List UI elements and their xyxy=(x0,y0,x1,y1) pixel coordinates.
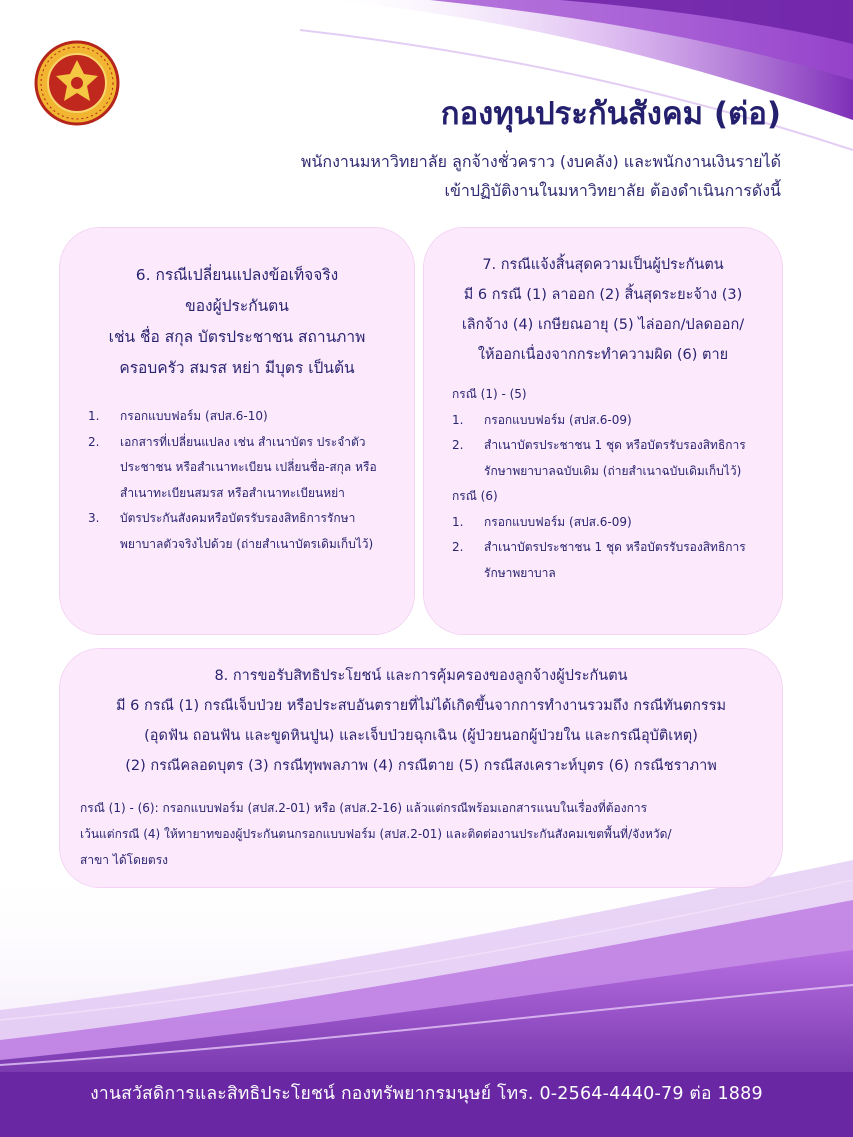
case-label: กรณี (1) - (5) xyxy=(452,387,527,401)
list-number: 1. xyxy=(452,514,464,529)
section-8-heading xyxy=(60,649,782,781)
page-subtitle xyxy=(301,147,781,205)
list-item xyxy=(452,535,764,586)
page-title: กองทุนประกันสังคม (ต่อ) xyxy=(440,96,781,132)
list-number: 1. xyxy=(88,409,100,423)
list-item xyxy=(452,510,764,536)
section-7-body xyxy=(424,370,782,586)
section-8-note xyxy=(60,781,782,873)
list-text: กรอกแบบฟอร์ม (สปส.6-10) xyxy=(120,409,268,423)
heading-line: 6. กรณีเปลี่ยนแปลงข้อเท็จจริง xyxy=(135,266,339,284)
subtitle-line: เข้าปฏิบัติงานในมหาวิทยาลัย ต้องดำเนินการดังนี้ xyxy=(444,181,781,200)
section-6-card xyxy=(60,228,414,634)
list-text: กรอกแบบฟอร์ม (สปส.6-09) xyxy=(484,514,632,529)
heading-line: ให้ออกเนื่องจากกระทำความผิด (6) ตาย xyxy=(477,347,729,363)
case-label: กรณี (6) xyxy=(452,489,498,503)
list-text: สำเนาบัตรประชาชน 1 ชุด หรือบัตรรับรองสิทธิการรักษาพยาบาลฉบับเดิม (ถ่ายสำเนาฉบับเดิมเก็บไว้) xyxy=(484,438,746,478)
list-item xyxy=(88,430,394,507)
heading-line: เลิกจ้าง (4) เกษียณอายุ (5) ไล่ออก/ปลดออก/ xyxy=(461,317,745,333)
list-number: 1. xyxy=(452,412,464,427)
heading-line: เช่น ชื่อ สกุล บัตรประชาชน สถานภาพ xyxy=(108,328,366,346)
heading-line: ครอบครัว สมรส หย่า มีบุตร เป็นต้น xyxy=(119,359,355,377)
section-6-heading xyxy=(60,228,414,384)
list-number: 3. xyxy=(88,511,100,525)
list-text: บัตรประกันสังคมหรือบัตรรับรองสิทธิการรักษาพยาบาลตัวจริงไปด้วย (ถ่ายสำเนาบัตรเดิมเก็บไว้) xyxy=(120,511,374,551)
list-item xyxy=(88,506,394,557)
list-item xyxy=(88,404,394,430)
list-number: 2. xyxy=(452,540,464,554)
case-b-list xyxy=(452,510,764,587)
subtitle-line: พนักงานมหาวิทยาลัย ลูกจ้างชั่วคราว (งบคลัง) และพนักงานเงินรายได้ xyxy=(300,152,781,171)
section-6-list xyxy=(60,384,414,557)
heading-line: (อุดฟัน ถอนฟัน และขูดหินปูน) และเจ็บป่วยฉุกเฉิน (ผู้ป่วยนอกผู้ป่วยใน และกรณีอุบัติเหตุ) xyxy=(144,728,698,744)
list-text: สำเนาบัตรประชาชน 1 ชุด หรือบัตรรับรองสิทธิการรักษาพยาบาล xyxy=(484,540,746,580)
note-line: เว้นแต่กรณี (4) ให้ทายาทของผู้ประกันตนกรอกแบบฟอร์ม (สปส.2-01) และติดต่องานประกันสังคมเขตพื้นที่/จังหวัด/ xyxy=(80,827,672,841)
university-seal-icon xyxy=(34,40,120,126)
section-7-heading xyxy=(424,228,782,370)
list-item xyxy=(452,408,764,434)
section-7-card xyxy=(424,228,782,634)
note-line: กรณี (1) - (6): กรอกแบบฟอร์ม (สปส.2-01) หรือ (สปส.2-16) แล้วแต่กรณีพร้อมเอกสารแนบในเรื่องที่ต้องการ xyxy=(80,801,648,815)
heading-line: (2) กรณีคลอดบุตร (3) กรณีทุพพลภาพ (4) กรณีตาย (5) กรณีสงเคราะห์บุตร (6) กรณีชราภาพ xyxy=(125,758,717,774)
list-number: 2. xyxy=(452,438,464,452)
list-text: เอกสารที่เปลี่ยนแปลง เช่น สำเนาบัตร ประจำตัว ประชาชน หรือสำเนาทะเบียน เปลี่ยนชื่อ-สกุล หรือสำเนาทะเบียนสมรส หรือสำเนาทะเบียนหย่า xyxy=(120,434,377,500)
section-8-card xyxy=(60,649,782,887)
list-item xyxy=(452,433,764,484)
list-text: กรอกแบบฟอร์ม (สปส.6-09) xyxy=(484,412,632,427)
case-a-list xyxy=(452,408,764,485)
heading-line: 8. การขอรับสิทธิประโยชน์ และการคุ้มครองของลูกจ้างผู้ประกันตน xyxy=(214,668,628,684)
footer-contact: งานสวัสดิการและสิทธิประโยชน์ กองทรัพยากรมนุษย์ โทร. 0-2564-4440-79 ต่อ 1889 xyxy=(90,1084,763,1104)
heading-line: มี 6 กรณี (1) ลาออก (2) สิ้นสุดระยะจ้าง (3) xyxy=(463,287,743,303)
list-number: 2. xyxy=(88,434,100,449)
note-line: สาขา ได้โดยตรง xyxy=(80,853,169,867)
heading-line: ของผู้ประกันตน xyxy=(185,297,289,315)
heading-line: 7. กรณีแจ้งสิ้นสุดความเป็นผู้ประกันตน xyxy=(482,257,724,273)
heading-line: มี 6 กรณี (1) กรณีเจ็บป่วย หรือประสบอันตรายที่ไม่ได้เกิดขึ้นจากการทำงานรวมถึง กรณีทันตกรรม xyxy=(115,698,727,714)
